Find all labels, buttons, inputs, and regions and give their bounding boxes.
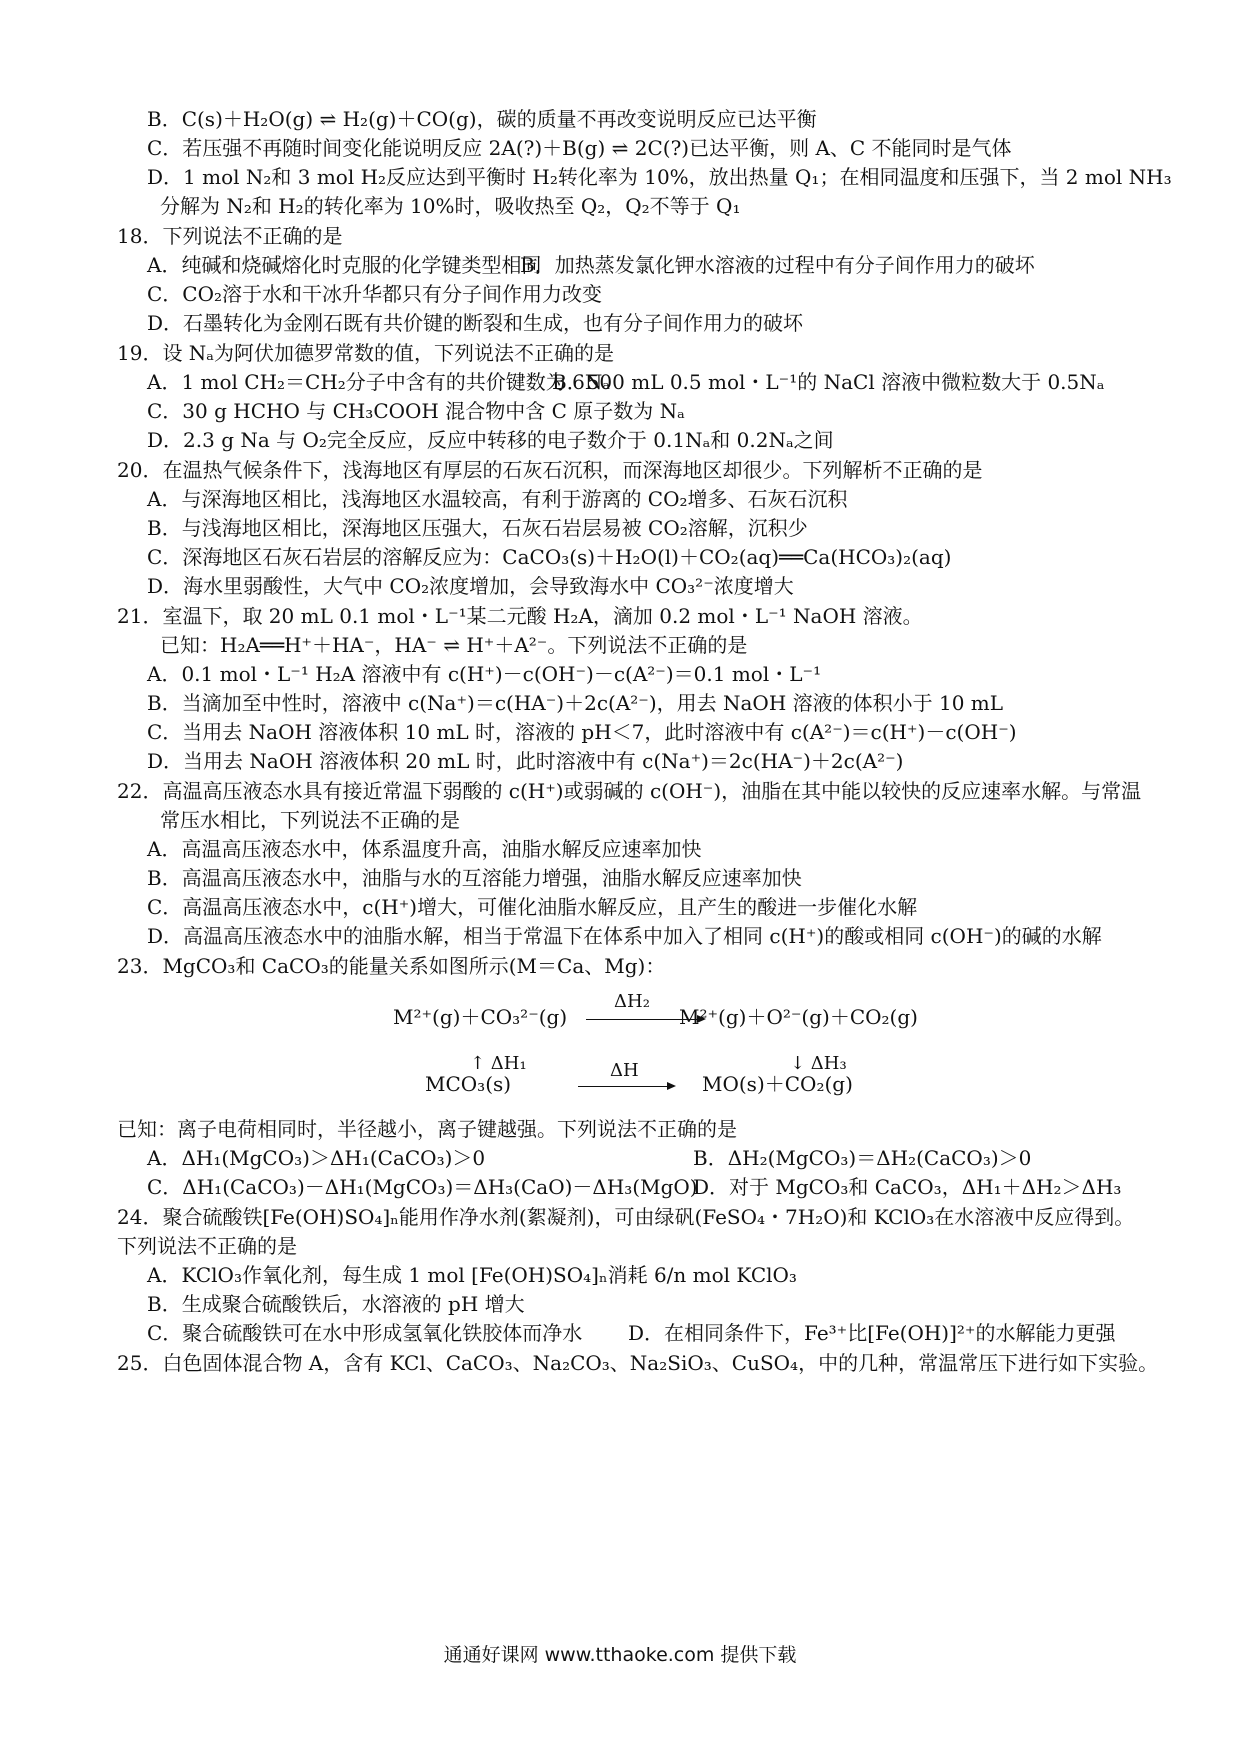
diagram-top-left: M²⁺(g)＋CO₃²⁻(g) (393, 1005, 568, 1029)
q22-stem-line2: 常压水相比，下列说法不正确的是 (160, 808, 460, 832)
q24-stem-line1: 24．聚合硫酸铁[Fe(OH)SO₄]ₙ能用作净水剂(絮凝剂)，可由绿矾(FeSO₄・7H₂O)和 KClO₃在水溶液中反应得到。 (117, 1205, 1135, 1229)
q18-option-b: B．加热蒸发氯化钾水溶液的过程中有分子间作用力的破坏 (520, 253, 1035, 277)
q23-known: 已知：离子电荷相同时，半径越小，离子键越强。下列说法不正确的是 (117, 1117, 737, 1141)
q18-option-d: D．石墨转化为金刚石既有共价键的断裂和生成，也有分子间作用力的破坏 (147, 311, 804, 335)
diagram-dh-label: ΔH (610, 1060, 639, 1081)
q22-option-a: A．高温高压液态水中，体系温度升高，油脂水解反应速率加快 (147, 837, 702, 861)
q23-stem: 23．MgCO₃和 CaCO₃的能量关系如图所示(M＝Ca、Mg)： (117, 954, 666, 978)
q19-option-c: C．30 g HCHO 与 CH₃COOH 混合物中含 C 原子数为 Nₐ (147, 399, 685, 423)
diagram-arrow-bottom (578, 1086, 674, 1087)
q18-option-a: A．纯碱和烧碱熔化时克服的化学键类型相同 (147, 253, 542, 277)
q19-option-b: B．500 mL 0.5 mol・L⁻¹的 NaCl 溶液中微粒数大于 0.5Nₐ (552, 370, 1105, 394)
q21-stem-line2: 已知：H₂A══H⁺＋HA⁻，HA⁻ ⇌ H⁺＋A²⁻。下列说法不正确的是 (160, 633, 748, 657)
q21-option-c: C．当用去 NaOH 溶液体积 10 mL 时，溶液的 pH＜7，此时溶液中有 c(A²⁻)＝c(H⁺)－c(OH⁻) (147, 720, 1017, 744)
q24-option-c: C．聚合硫酸铁可在水中形成氢氧化铁胶体而净水 (147, 1321, 583, 1345)
q19-stem: 19．设 Nₐ为阿伏加德罗常数的值，下列说法不正确的是 (117, 341, 615, 365)
q20-option-d: D．海水里弱酸性，大气中 CO₂浓度增加，会导致海水中 CO₃²⁻浓度增大 (147, 574, 794, 598)
q24-stem-line2: 下列说法不正确的是 (117, 1234, 297, 1258)
q21-option-d: D．当用去 NaOH 溶液体积 20 mL 时，此时溶液中有 c(Na⁺)＝2c(HA⁻)＋2c(A²⁻) (147, 749, 904, 773)
q24-option-a: A．KClO₃作氧化剂，每生成 1 mol [Fe(OH)SO₄]ₙ消耗 6/n mol KClO₃ (147, 1263, 797, 1287)
q22-stem-line1: 22．高温高压液态水具有接近常温下弱酸的 c(H⁺)或弱碱的 c(OH⁻)，油脂在其中能以较快的反应速率水解。与常温 (117, 779, 1142, 803)
q23-option-b: B．ΔH₂(MgCO₃)＝ΔH₂(CaCO₃)＞0 (693, 1146, 1032, 1170)
q22-option-b: B．高温高压液态水中，油脂与水的互溶能力增强，油脂水解反应速率加快 (147, 866, 802, 890)
q17-option-c: C．若压强不再随时间变化能说明反应 2A(?)＋B(g) ⇌ 2C(?)已达平衡，则 A、C 不能同时是气体 (147, 136, 1012, 160)
q21-stem-line1: 21．室温下，取 20 mL 0.1 mol・L⁻¹某二元酸 H₂A，滴加 0.2 mol・L⁻¹ NaOH 溶液。 (117, 604, 923, 628)
q24-option-b: B．生成聚合硫酸铁后，水溶液的 pH 增大 (147, 1292, 525, 1316)
q25-stem: 25．白色固体混合物 A，含有 KCl、CaCO₃、Na₂CO₃、Na₂SiO₃、CuSO₄，中的几种，常温常压下进行如下实验。 (117, 1351, 1159, 1375)
q19-option-a: A．1 mol CH₂＝CH₂分子中含有的共价键数为 6Nₐ (147, 370, 611, 394)
q21-option-a: A．0.1 mol・L⁻¹ H₂A 溶液中有 c(H⁺)－c(OH⁻)－c(A²⁻)＝0.1 mol・L⁻¹ (147, 662, 822, 686)
q22-option-d: D．高温高压液态水中的油脂水解，相当于常温下在体系中加入了相同 c(H⁺)的酸或相同 c(OH⁻)的碱的水解 (147, 924, 1102, 948)
q23-option-c: C．ΔH₁(CaCO₃)－ΔH₁(MgCO₃)＝ΔH₃(CaO)－ΔH₃(MgO) (147, 1175, 698, 1199)
q17-option-d-line1: D．1 mol N₂和 3 mol H₂反应达到平衡时 H₂转化率为 10%，放出热量 Q₁；在相同温度和压强下，当 2 mol NH₃ (147, 165, 1172, 189)
q21-option-b: B．当滴加至中性时，溶液中 c(Na⁺)＝c(HA⁻)＋2c(A²⁻)，用去 NaOH 溶液的体积小于 10 mL (147, 691, 1004, 715)
q22-option-c: C．高温高压液态水中，c(H⁺)增大，可催化油脂水解反应，且产生的酸进一步催化水解 (147, 895, 918, 919)
q18-option-c: C．CO₂溶于水和干冰升华都只有分子间作用力改变 (147, 282, 603, 306)
q17-option-d-line2: 分解为 N₂和 H₂的转化率为 10%时，吸收热至 Q₂，Q₂不等于 Q₁ (160, 194, 741, 218)
diagram-top-right: M²⁺(g)＋O²⁻(g)＋CO₂(g) (679, 1005, 918, 1029)
q17-option-b: B．C(s)＋H₂O(g) ⇌ H₂(g)＋CO(g)，碳的质量不再改变说明反应已达平衡 (147, 107, 817, 131)
q18-stem: 18．下列说法不正确的是 (117, 224, 343, 248)
q20-option-b: B．与浅海地区相比，深海地区压强大，石灰石岩层易被 CO₂溶解，沉积少 (147, 516, 808, 540)
q20-option-a: A．与深海地区相比，浅海地区水温较高，有利于游离的 CO₂增多、石灰石沉积 (147, 487, 848, 511)
q20-stem: 20．在温热气候条件下，浅海地区有厚层的石灰石沉积，而深海地区却很少。下列解析不正确的是 (117, 458, 983, 482)
q20-option-c: C．深海地区石灰石岩层的溶解反应为：CaCO₃(s)＋H₂O(l)＋CO₂(aq)══Ca(HCO₃)₂(aq) (147, 545, 952, 569)
diagram-bottom-right: MO(s)＋CO₂(g) (702, 1072, 853, 1096)
diagram-bottom-left: MCO₃(s) (425, 1072, 512, 1096)
q23-option-a: A．ΔH₁(MgCO₃)＞ΔH₁(CaCO₃)＞0 (147, 1146, 486, 1170)
q24-option-d: D．在相同条件下，Fe³⁺比[Fe(OH)]²⁺的水解能力更强 (628, 1321, 1116, 1345)
q19-option-d: D．2.3 g Na 与 O₂完全反应，反应中转移的电子数介于 0.1Nₐ和 0.2Nₐ之间 (147, 428, 834, 452)
q23-option-d: D．对于 MgCO₃和 CaCO₃，ΔH₁＋ΔH₂＞ΔH₃ (693, 1175, 1122, 1199)
diagram-dh1-label: ↑ ΔH₁ (470, 1053, 527, 1074)
page-footer[interactable]: 通通好课网 www.tthaoke.com 提供下载 (443, 1644, 797, 1666)
diagram-dh3-label: ↓ ΔH₃ (790, 1053, 847, 1074)
diagram-dh2-label: ΔH₂ (614, 991, 650, 1012)
